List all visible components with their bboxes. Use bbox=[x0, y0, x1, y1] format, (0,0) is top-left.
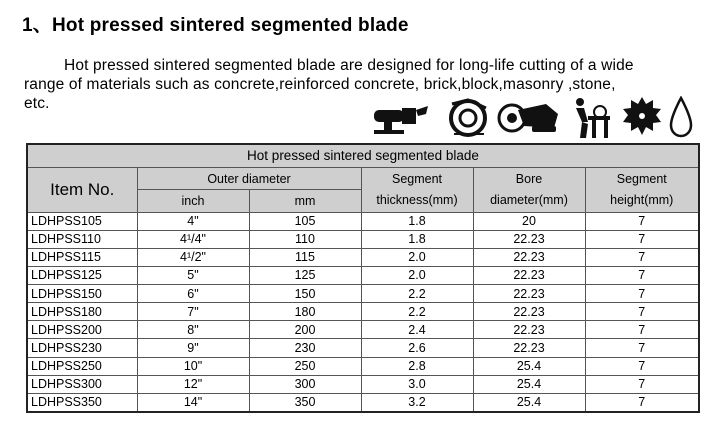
header-mm: mm bbox=[249, 190, 361, 212]
cell-item-no: LDHPSS250 bbox=[27, 357, 137, 375]
cell-bore: 22.23 bbox=[473, 248, 585, 266]
cell-mm: 230 bbox=[249, 339, 361, 357]
cell-mm: 180 bbox=[249, 303, 361, 321]
cell-item-no: LDHPSS180 bbox=[27, 303, 137, 321]
cell-mm: 250 bbox=[249, 357, 361, 375]
table-row bbox=[27, 357, 699, 375]
cell-item-no: LDHPSS300 bbox=[27, 375, 137, 393]
segmented-blade-icon bbox=[622, 96, 662, 136]
cell-height: 7 bbox=[585, 248, 699, 266]
cell-item-no: LDHPSS230 bbox=[27, 339, 137, 357]
cell-mm: 350 bbox=[249, 393, 361, 412]
cell-inch: 4¹/4" bbox=[137, 230, 249, 248]
cell-height: 7 bbox=[585, 212, 699, 230]
cell-bore: 22.23 bbox=[473, 321, 585, 339]
cell-inch: 4" bbox=[137, 212, 249, 230]
table-title-row bbox=[27, 144, 699, 168]
cell-bore: 22.23 bbox=[473, 303, 585, 321]
cell-mm: 115 bbox=[249, 248, 361, 266]
water-drop-icon bbox=[668, 96, 694, 138]
application-icons bbox=[372, 96, 692, 140]
header-text: height(mm) bbox=[610, 192, 674, 207]
cell-thickness: 2.2 bbox=[361, 303, 473, 321]
cell-bore: 25.4 bbox=[473, 357, 585, 375]
table-row bbox=[27, 339, 699, 357]
cell-bore: 22.23 bbox=[473, 285, 585, 303]
cell-thickness: 2.2 bbox=[361, 285, 473, 303]
table-row bbox=[27, 248, 699, 266]
cell-inch: 5" bbox=[137, 266, 249, 284]
cell-bore: 22.23 bbox=[473, 339, 585, 357]
cell-inch: 7" bbox=[137, 303, 249, 321]
gas-power-cutter-icon bbox=[496, 96, 562, 138]
table-saw-icon bbox=[570, 96, 614, 140]
header-bore-diameter bbox=[473, 168, 585, 212]
header-item-no: Item No. bbox=[27, 168, 137, 212]
cell-height: 7 bbox=[585, 339, 699, 357]
cell-mm: 125 bbox=[249, 266, 361, 284]
cell-thickness: 3.2 bbox=[361, 393, 473, 412]
cell-mm: 150 bbox=[249, 285, 361, 303]
cell-mm: 300 bbox=[249, 375, 361, 393]
table-row bbox=[27, 303, 699, 321]
description-line: Hot pressed sintered segmented blade are designed for long-life cutting of a wide bbox=[64, 57, 634, 74]
cell-inch: 14" bbox=[137, 393, 249, 412]
cell-bore: 22.23 bbox=[473, 266, 585, 284]
cell-height: 7 bbox=[585, 230, 699, 248]
cell-inch: 6" bbox=[137, 285, 249, 303]
cell-bore: 25.4 bbox=[473, 393, 585, 412]
cell-thickness: 2.0 bbox=[361, 248, 473, 266]
cell-height: 7 bbox=[585, 375, 699, 393]
header-text: Segment bbox=[391, 171, 443, 186]
cell-inch: 8" bbox=[137, 321, 249, 339]
cell-item-no: LDHPSS150 bbox=[27, 285, 137, 303]
cell-height: 7 bbox=[585, 393, 699, 412]
angle-grinder-icon bbox=[372, 96, 430, 136]
cell-item-no: LDHPSS200 bbox=[27, 321, 137, 339]
table-row bbox=[27, 393, 699, 412]
table-row bbox=[27, 375, 699, 393]
header-text: thickness(mm) bbox=[376, 192, 458, 207]
cell-bore: 22.23 bbox=[473, 230, 585, 248]
spec-table bbox=[26, 143, 700, 413]
cell-inch: 9" bbox=[137, 339, 249, 357]
cut-off-saw-icon bbox=[446, 96, 490, 138]
cell-inch: 12" bbox=[137, 375, 249, 393]
description-line: etc. bbox=[24, 95, 50, 112]
header-text: diameter(mm) bbox=[490, 192, 568, 207]
table-row bbox=[27, 285, 699, 303]
cell-height: 7 bbox=[585, 303, 699, 321]
cell-item-no: LDHPSS125 bbox=[27, 266, 137, 284]
cell-thickness: 2.6 bbox=[361, 339, 473, 357]
header-segment-height bbox=[585, 168, 699, 212]
header-inch: inch bbox=[137, 190, 249, 212]
cell-height: 7 bbox=[585, 321, 699, 339]
table-row bbox=[27, 230, 699, 248]
cell-thickness: 3.0 bbox=[361, 375, 473, 393]
cell-inch: 4¹/2" bbox=[137, 248, 249, 266]
cell-item-no: LDHPSS350 bbox=[27, 393, 137, 412]
table-title: Hot pressed sintered segmented blade bbox=[27, 144, 699, 168]
cell-bore: 25.4 bbox=[473, 375, 585, 393]
header-text: Segment bbox=[616, 171, 667, 186]
cell-thickness: 1.8 bbox=[361, 230, 473, 248]
header-segment-thickness bbox=[361, 168, 473, 212]
cell-inch: 10" bbox=[137, 357, 249, 375]
cell-item-no: LDHPSS105 bbox=[27, 212, 137, 230]
cell-height: 7 bbox=[585, 357, 699, 375]
table-row bbox=[27, 266, 699, 284]
cell-height: 7 bbox=[585, 266, 699, 284]
cell-item-no: LDHPSS110 bbox=[27, 230, 137, 248]
cell-mm: 110 bbox=[249, 230, 361, 248]
cell-height: 7 bbox=[585, 285, 699, 303]
table-row bbox=[27, 212, 699, 230]
section-heading: 1、Hot pressed sintered segmented blade bbox=[22, 15, 409, 36]
cell-bore: 20 bbox=[473, 212, 585, 230]
header-outer-diameter: Outer diameter bbox=[137, 168, 361, 190]
cell-thickness: 2.4 bbox=[361, 321, 473, 339]
table-row bbox=[27, 321, 699, 339]
cell-mm: 105 bbox=[249, 212, 361, 230]
description-line: range of materials such as concrete,reinforced concrete, brick,block,masonry ,stone, bbox=[24, 76, 616, 93]
cell-thickness: 2.0 bbox=[361, 266, 473, 284]
table-header-row bbox=[27, 168, 699, 190]
cell-item-no: LDHPSS115 bbox=[27, 248, 137, 266]
cell-thickness: 1.8 bbox=[361, 212, 473, 230]
cell-mm: 200 bbox=[249, 321, 361, 339]
cell-thickness: 2.8 bbox=[361, 357, 473, 375]
header-text: Bore bbox=[515, 171, 543, 186]
